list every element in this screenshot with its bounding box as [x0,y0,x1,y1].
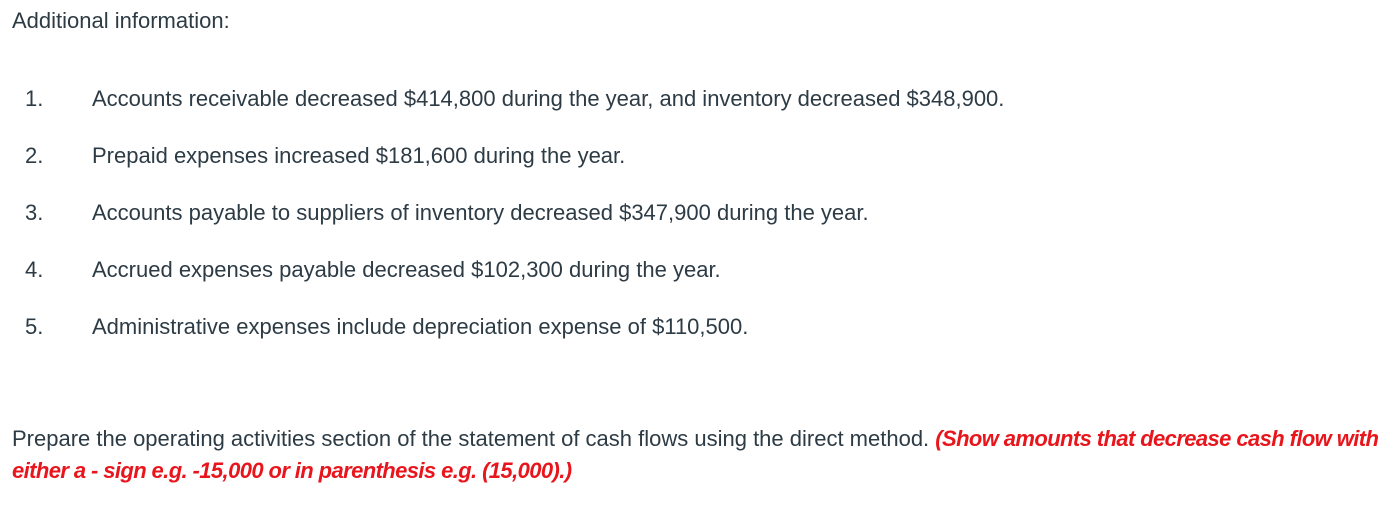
instructions-paragraph [12,423,1387,487]
list-item-text: Accrued expenses payable decreased $102,300 during the year. [92,257,721,282]
list-item-number: 4. [25,257,44,282]
list-item-number: 5. [25,314,44,339]
instructions-note: (Show amounts that decrease cash flow with either a - sign e.g. -15,000 or in parenthesis e.g. (15,000).) [12,426,1379,483]
list-item-number: 3. [25,200,44,225]
instructions-text: Prepare the operating activities section of the statement of cash flows using the direct method. [12,426,936,451]
list-item-text: Administrative expenses include depreciation expense of $110,500. [92,314,749,339]
list-item-text: Accounts payable to suppliers of inventory decreased $347,900 during the year. [92,200,869,225]
additional-information-heading: Additional information: [12,8,230,33]
list-item-number: 2. [25,143,44,168]
list-item-text: Prepaid expenses increased $181,600 during the year. [92,143,626,168]
list-item-text: Accounts receivable decreased $414,800 during the year, and inventory decreased $348,900. [92,86,1005,111]
list-item-number: 1. [25,86,44,111]
